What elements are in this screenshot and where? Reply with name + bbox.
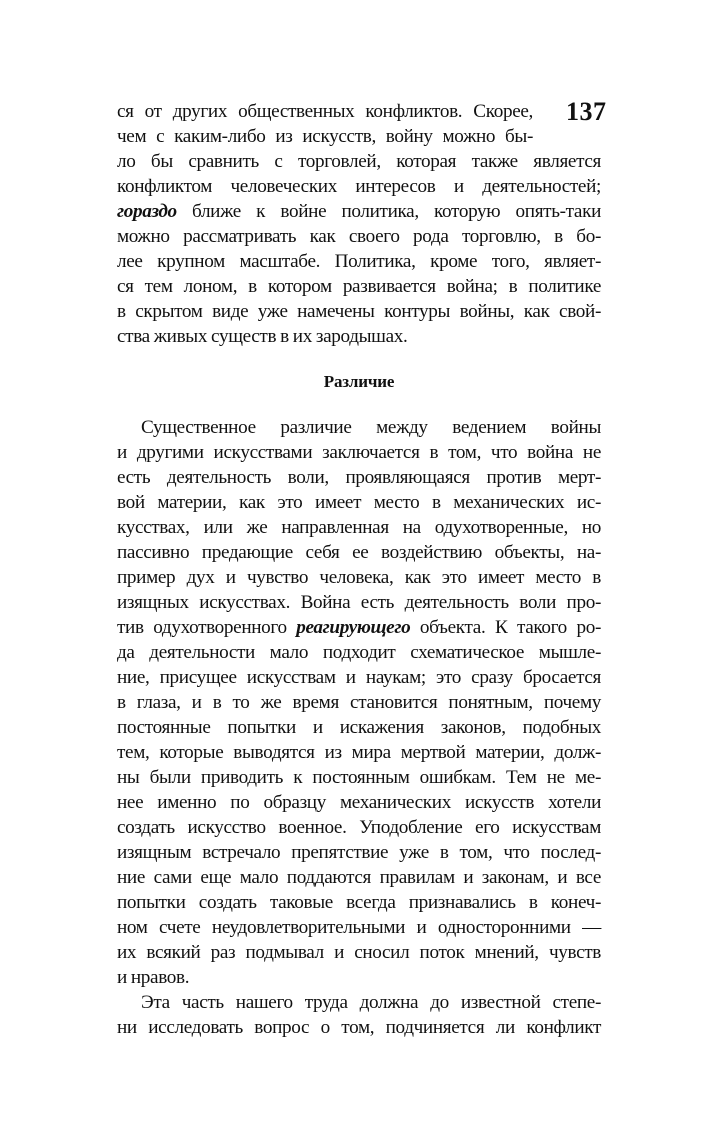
text-line: ном счете неудовлетворительными и односторонними — [117, 917, 601, 938]
emphasized-word: гораздо [117, 201, 177, 222]
text-line: нее именно по образцу механических искусств хотели [117, 792, 601, 813]
text-line: пример дух и чувство человека, как это имеет место в [117, 567, 601, 588]
text-line: чем с каким-либо из искусств, войну можно бы- [117, 126, 533, 147]
text-line: в глаза, и в то же время становится понятным, почему [117, 692, 601, 713]
text-segment: ближе к войне политика, которую опять-таки [176, 201, 601, 222]
section-heading: Различие [323, 372, 395, 391]
text-line: ло бы сравнить с торговлей, которая также является [117, 151, 601, 172]
text-line: да деятельности мало подходит схематическое мышле- [117, 642, 601, 663]
text-line: можно рассматривать как своего рода торговлю, в бо- [117, 226, 601, 247]
text-line: ства живых существ в их зародышах. [117, 326, 408, 347]
text-line: ны были приводить к постоянным ошибкам. Тем не ме- [117, 767, 601, 788]
text-line: ся тем лоном, в котором развивается война; в политике [117, 276, 601, 297]
text-line: и другими искусствами заключается в том, что война не [117, 442, 601, 463]
text-line: лее крупном масштабе. Политика, кроме того, являет- [117, 251, 601, 272]
text-line: Эта часть нашего труда должна до известной степе- [141, 992, 601, 1013]
text-line: создать искусство военное. Уподобление его искусствам [117, 817, 601, 838]
text-line: постоянные попытки и искажения законов, подобных [117, 717, 601, 738]
text-line: ся от других общественных конфликтов. Скорее, [117, 101, 533, 122]
text-line: пассивно предающие себя ее воздействию объекты, на- [117, 542, 601, 563]
text-segment: объекта. К такого ро- [410, 617, 601, 638]
text-line: Существенное различие между ведением войны [141, 417, 601, 438]
text-line: тем, которые выводятся из мира мертвой материи, долж- [117, 742, 601, 763]
text-line [117, 616, 601, 640]
text-line: их всякий раз подмывал и сносил поток мнений, чувств [117, 942, 601, 963]
page-number: 137 [566, 97, 607, 126]
text-line: попытки создать таковые всегда признавались в конеч- [117, 892, 601, 913]
text-line: ни исследовать вопрос о том, подчиняется ли конфликт [117, 1017, 601, 1038]
text-line: изящным встречало препятствие уже в том, что послед- [117, 842, 601, 863]
text-line: изящных искусствах. Война есть деятельность воли про- [117, 592, 601, 613]
text-line [117, 200, 601, 224]
text-line: кусствах, или же направленная на одухотворенные, но [117, 517, 601, 538]
text-line: вой материи, как это имеет место в механических ис- [117, 492, 601, 513]
text-segment: тив одухотворенного [117, 617, 297, 638]
text-line: конфликтом человеческих интересов и деятельностей; [117, 176, 601, 197]
text-line: в скрытом виде уже намечены контуры войны, как свой- [117, 301, 601, 322]
emphasized-word: реагирующего [296, 617, 411, 638]
text-line: ние сами еще мало поддаются правилам и законам, и все [117, 867, 601, 888]
text-line: есть деятельность воли, проявляющаяся против мерт- [117, 467, 601, 488]
text-line: ние, присущее искусствам и наукам; это сразу бросается [117, 667, 601, 688]
text-line: и нравов. [117, 967, 190, 988]
